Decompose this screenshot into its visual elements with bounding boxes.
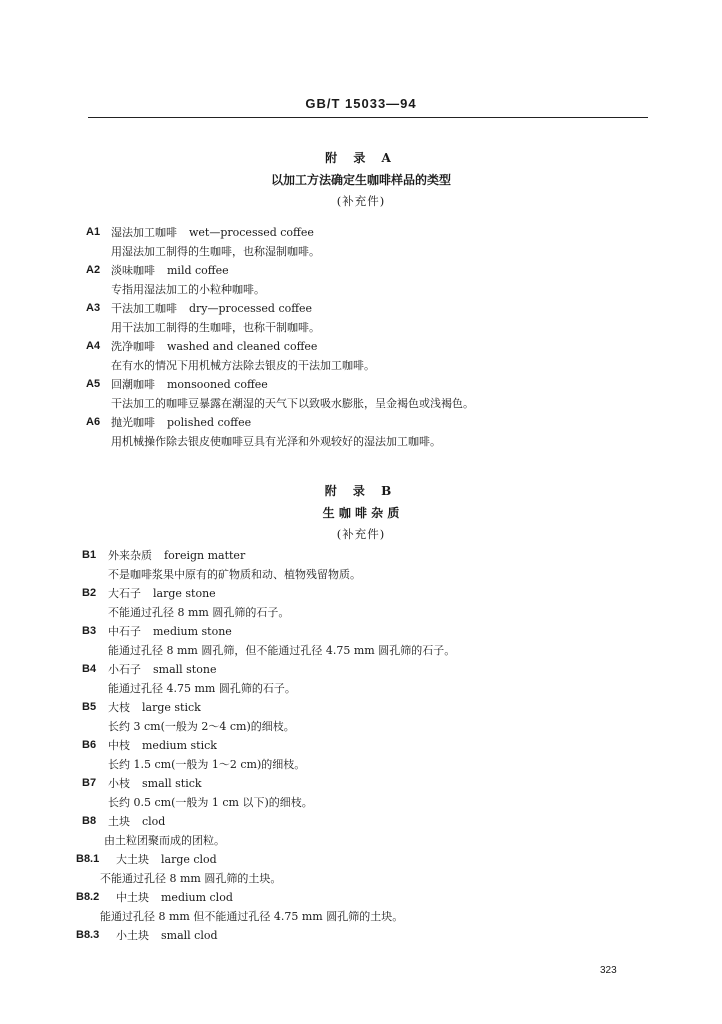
term-definition: 长约 3 cm(一般为 2～4 cm)的细枝。	[108, 720, 295, 733]
term-english: dry—processed coffee	[189, 302, 313, 315]
term-chinese: 小枝	[108, 777, 130, 790]
term-code: A2	[86, 264, 101, 276]
term-code: B1	[82, 549, 97, 561]
term-code: B2	[82, 587, 97, 599]
term-english: medium stone	[153, 625, 232, 638]
term-code: A3	[86, 302, 101, 314]
term-definition: 长约 0.5 cm(一般为 1 cm 以下)的细枝。	[108, 796, 313, 809]
term-code: A4	[86, 340, 101, 352]
term-code: A5	[86, 378, 101, 390]
term-code: A6	[86, 416, 101, 428]
page-number: 323	[600, 965, 617, 976]
term-chinese: 中石子	[108, 625, 141, 638]
term-definition: 干法加工的咖啡豆暴露在潮湿的天气下以致吸水膨胀，呈金褐色或浅褐色。	[111, 397, 474, 410]
term-chinese: 大枝	[108, 701, 130, 714]
term-chinese: 小石子	[108, 663, 141, 676]
page-header: GB/T 15033—94	[305, 96, 417, 111]
term-english: small clod	[161, 929, 218, 942]
term-entry	[0, 698, 722, 736]
term-chinese: 淡味咖啡	[111, 264, 155, 277]
term-chinese: 干法加工咖啡	[111, 302, 177, 315]
term-code: B8.1	[76, 853, 100, 865]
term-definition: 由土粒团聚而成的团粒。	[104, 834, 225, 847]
term-english: small stone	[153, 663, 217, 676]
term-definition: 用干法加工制得的生咖啡，也称干制咖啡。	[111, 321, 320, 334]
term-code: B7	[82, 777, 97, 789]
term-chinese: 抛光咖啡	[111, 416, 155, 429]
term-code: B5	[82, 701, 97, 713]
appendix-b-subtitle: 生 咖 啡 杂 质	[322, 506, 400, 520]
term-definition: 能通过孔径 4.75 mm 圆孔筛的石子。	[108, 682, 296, 695]
term-entry	[0, 812, 722, 850]
term-english: large stone	[153, 587, 216, 600]
term-entry	[0, 660, 722, 698]
term-chinese: 外来杂质	[108, 549, 152, 562]
term-entry	[0, 413, 722, 451]
term-code: B8	[82, 815, 97, 827]
term-entry	[0, 261, 722, 299]
term-chinese: 洗净咖啡	[111, 340, 155, 353]
term-entry	[0, 546, 722, 584]
term-english: wet—processed coffee	[189, 226, 314, 239]
term-english: monsooned coffee	[167, 378, 268, 391]
appendix-b-entries	[0, 546, 722, 945]
appendix-a-note: (补充件)	[336, 194, 386, 208]
appendix-a-entries	[0, 223, 722, 451]
term-english: medium clod	[161, 891, 233, 904]
term-chinese: 大土块	[116, 853, 149, 866]
header-rule	[88, 117, 648, 118]
term-code: B8.3	[76, 929, 100, 941]
term-definition: 在有水的情况下用机械方法除去银皮的干法加工咖啡。	[111, 359, 375, 372]
term-entry	[0, 774, 722, 812]
term-entry	[0, 850, 722, 888]
term-chinese: 大石子	[108, 587, 141, 600]
term-chinese: 中枝	[108, 739, 130, 752]
term-entry	[0, 622, 722, 660]
term-definition: 能通过孔径 8 mm 圆孔筛，但不能通过孔径 4.75 mm 圆孔筛的石子。	[108, 644, 456, 657]
term-entry	[0, 926, 722, 945]
term-entry	[0, 888, 722, 926]
term-code: B6	[82, 739, 97, 751]
appendix-b-heading	[0, 483, 722, 542]
appendix-a-subtitle: 以加工方法确定生咖啡样品的类型	[270, 173, 451, 187]
term-code: B8.2	[76, 891, 100, 903]
appendix-a-name: 附 录 A	[325, 151, 397, 165]
term-chinese: 回潮咖啡	[111, 378, 155, 391]
term-english: small stick	[142, 777, 202, 790]
term-english: washed and cleaned coffee	[167, 340, 318, 353]
appendix-a-heading	[0, 150, 722, 209]
term-english: mild coffee	[167, 264, 229, 277]
term-definition: 不能通过孔径 8 mm 圆孔筛的石子。	[108, 606, 290, 619]
term-code: B4	[82, 663, 97, 675]
term-code: B3	[82, 625, 97, 637]
term-definition: 专指用湿法加工的小粒种咖啡。	[111, 283, 265, 296]
term-english: large stick	[142, 701, 201, 714]
term-definition: 长约 1.5 cm(一般为 1～2 cm)的细枝。	[108, 758, 306, 771]
term-definition: 不是咖啡浆果中原有的矿物质和动、植物残留物质。	[108, 568, 361, 581]
term-english: medium stick	[142, 739, 217, 752]
appendix-b-note: (补充件)	[336, 527, 386, 541]
term-entry	[0, 337, 722, 375]
term-chinese: 湿法加工咖啡	[111, 226, 177, 239]
term-code: A1	[86, 226, 101, 238]
term-chinese: 土块	[108, 815, 130, 828]
term-entry	[0, 223, 722, 261]
term-entry	[0, 584, 722, 622]
term-entry	[0, 375, 722, 413]
appendix-b-name: 附 录 B	[324, 484, 398, 498]
term-definition: 能通过孔径 8 mm 但不能通过孔径 4.75 mm 圆孔筛的土块。	[100, 910, 404, 923]
term-english: polished coffee	[167, 416, 252, 429]
term-english: clod	[142, 815, 166, 828]
term-definition: 用机械操作除去银皮使咖啡豆具有光泽和外观较好的湿法加工咖啡。	[111, 435, 441, 448]
term-definition: 不能通过孔径 8 mm 圆孔筛的土块。	[100, 872, 282, 885]
term-english: large clod	[161, 853, 217, 866]
term-definition: 用湿法加工制得的生咖啡，也称湿制咖啡。	[111, 245, 320, 258]
term-chinese: 小土块	[116, 929, 149, 942]
term-chinese: 中土块	[116, 891, 149, 904]
term-english: foreign matter	[164, 549, 246, 562]
term-entry	[0, 299, 722, 337]
term-entry	[0, 736, 722, 774]
